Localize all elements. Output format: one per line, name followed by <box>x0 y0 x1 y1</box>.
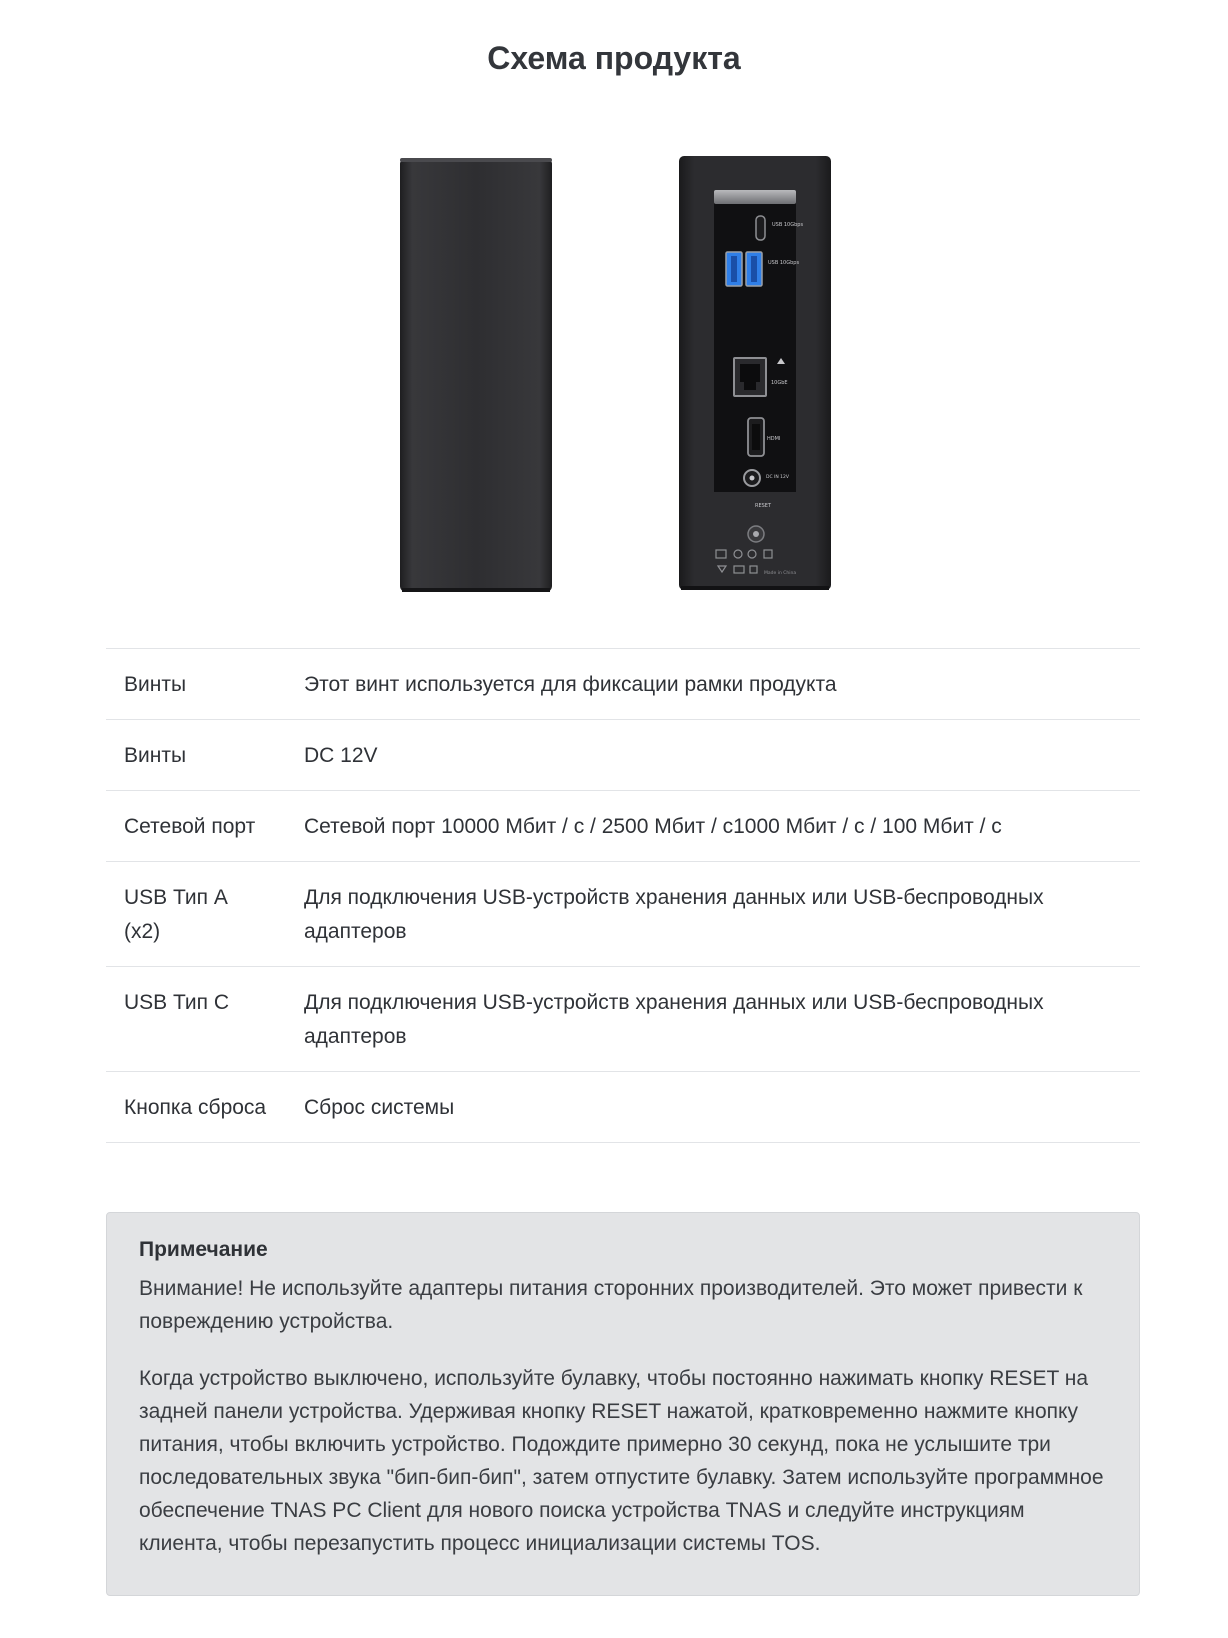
spec-description: DC 12V <box>304 744 378 767</box>
spec-description: Сетевой порт 10000 Мбит / с / 2500 Мбит / с1000 Мбит / с / 100 Мбит / с <box>304 815 1002 838</box>
spec-description: Сброс системы <box>304 1096 455 1119</box>
device-front-view-icon <box>400 158 552 592</box>
table-row <box>106 862 1140 967</box>
usb-c-label: USB 10Gbps <box>772 222 804 228</box>
note-box <box>106 1212 1140 1596</box>
made-in-label: Made in China <box>764 571 797 576</box>
product-figure <box>0 150 1228 600</box>
spec-name: USB Тип С <box>124 991 230 1014</box>
note-title: Примечание <box>139 1238 268 1261</box>
spec-description: Этот винт используется для фиксации рамки продукта <box>304 673 837 696</box>
note-reset-paragraph: Когда устройство выключено, используйте булавку, чтобы постоянно нажимать кнопку RESET на задней панели устройства. Удерживая кнопку RESET нажатой, кратковременно нажмите кнопку питания, чтобы включить устройство. Подождите примерно 30 секунд, пока не услышите три последовательных звука "бип-бип-бип", затем отпустите булавку. Затем используйте программное обеспечение TNAS PC Client для нового поиска устройства TNAS и следуйте инструкциям клиента, чтобы перезапустить процесс инициализации системы TOS. <box>139 1367 1104 1555</box>
spec-name: Винты <box>124 673 187 696</box>
note-warning-paragraph: Внимание! Не используйте адаптеры питания сторонних производителей. Это может привести к повреждению устройства. <box>139 1277 1083 1333</box>
dc-label: DC IN 12V <box>766 475 789 480</box>
ethernet-label: 10GbE <box>771 380 788 386</box>
usb-a-label: USB 10Gbps <box>768 260 800 266</box>
reset-label: RESET <box>755 503 772 509</box>
device-rear-view-icon <box>679 156 831 590</box>
table-row <box>106 720 1140 791</box>
spec-name: Сетевой порт <box>124 815 256 838</box>
hdmi-label: HDMI <box>767 436 781 442</box>
spec-name: Кнопка сброса <box>124 1096 267 1119</box>
table-row <box>106 649 1140 720</box>
page-title: Схема продукта <box>487 40 741 76</box>
spec-description: Для подключения USB-устройств хранения данных или USB-беспроводных адаптеров <box>304 886 1044 943</box>
spec-description: Для подключения USB-устройств хранения данных или USB-беспроводных адаптеров <box>304 991 1044 1048</box>
spec-name: Винты <box>124 744 187 767</box>
spec-table <box>106 648 1140 1143</box>
table-row <box>106 1072 1140 1143</box>
spec-name: USB Тип А (x2) <box>124 886 228 943</box>
table-row <box>106 791 1140 862</box>
table-row <box>106 967 1140 1072</box>
